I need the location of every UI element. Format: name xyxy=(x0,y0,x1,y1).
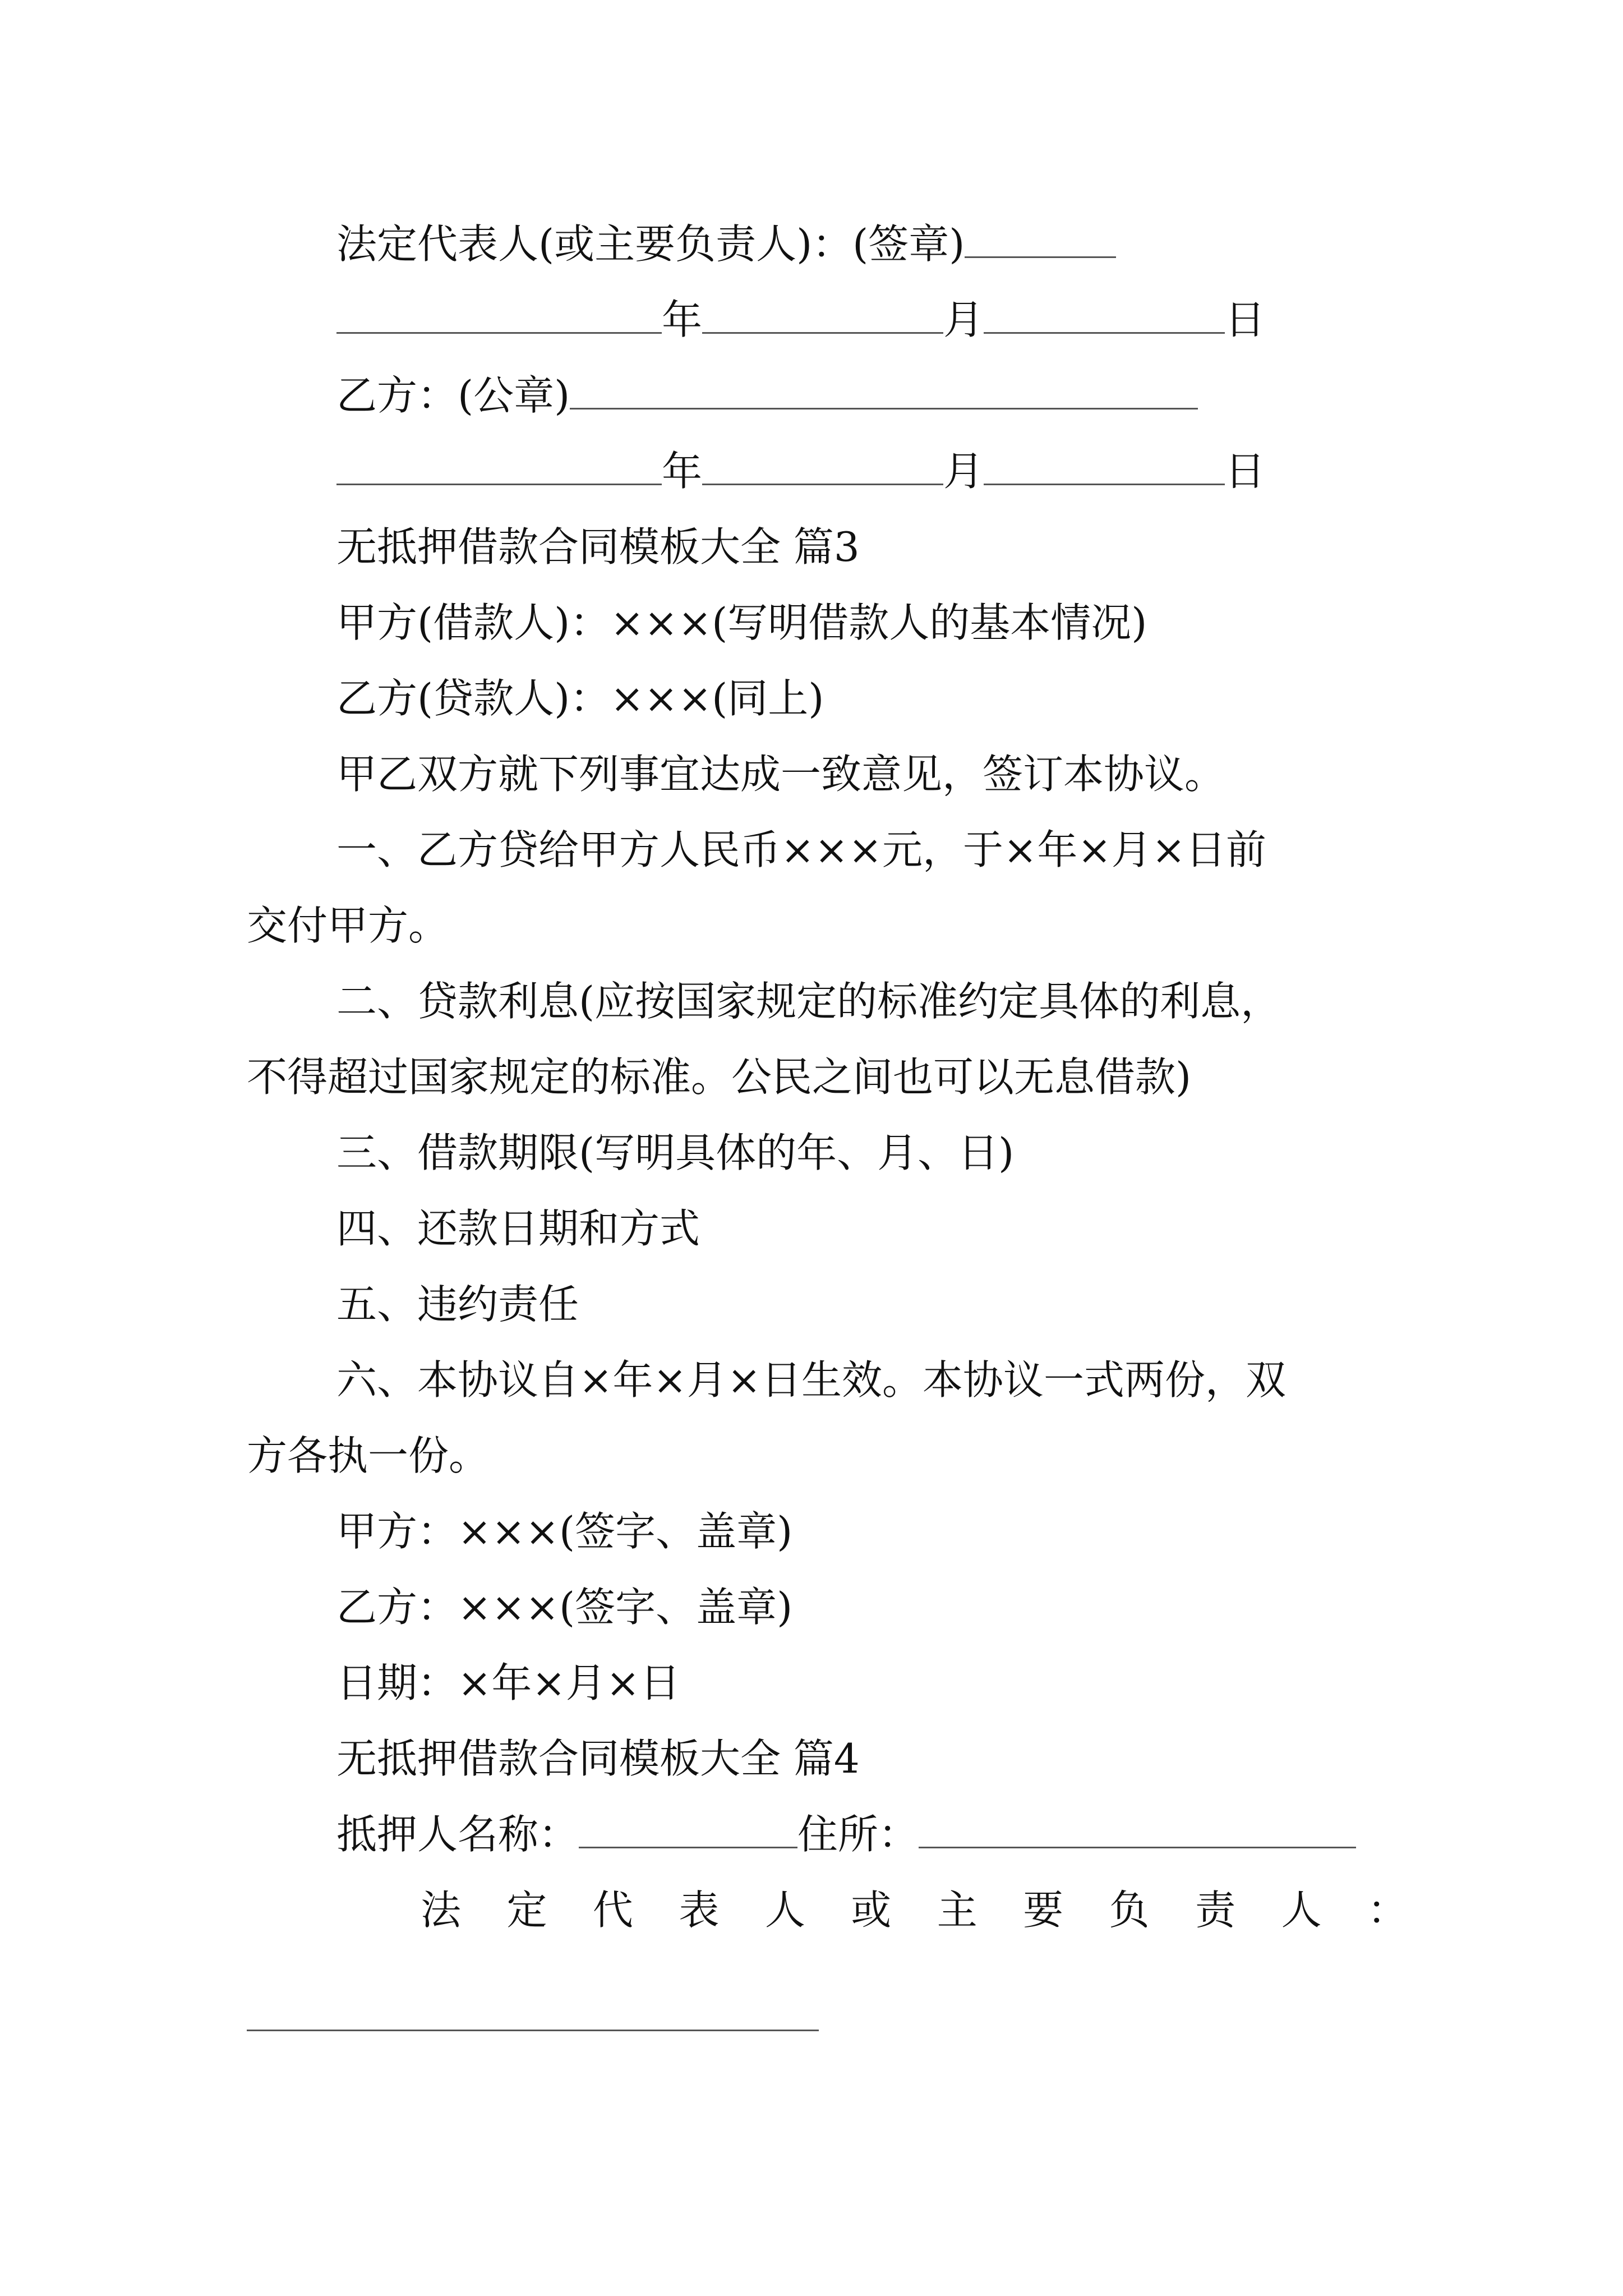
party-b-seal-label: 乙方：(公章) xyxy=(336,372,570,419)
clause-1: 一、乙方贷给甲方人民币×××元，于×年×月×日前 xyxy=(336,826,1266,873)
party-b-info: 乙方(贷款人)：×××(同上) xyxy=(336,675,824,722)
char: 表 xyxy=(679,1887,720,1934)
month-label: 月 xyxy=(943,296,984,343)
party-b-signature: 乙方：×××(签字、盖章) xyxy=(336,1584,793,1631)
mortgagor-name-blank xyxy=(579,1811,797,1848)
date-line-2 xyxy=(336,443,1265,499)
section-heading-3: 无抵押借款合同模板大全 篇3 xyxy=(336,523,860,570)
day-blank xyxy=(984,448,1225,485)
residence-blank xyxy=(919,1811,1356,1848)
day-blank xyxy=(984,296,1225,334)
char: 责 xyxy=(1195,1887,1236,1934)
day-label: 日 xyxy=(1225,448,1266,495)
legal-rep-spaced-line xyxy=(421,1882,1408,1938)
month-blank xyxy=(702,296,943,334)
party-b-seal-line xyxy=(336,367,1198,424)
day-label: 日 xyxy=(1225,296,1266,343)
legal-rep-blank xyxy=(247,2030,819,2031)
char: ： xyxy=(1367,1887,1408,1934)
month-label: 月 xyxy=(943,448,984,495)
clause-2: 二、贷款利息(应按国家规定的标准约定具体的利息， xyxy=(336,978,1281,1025)
char: 人 xyxy=(764,1887,805,1934)
agreement-intro: 甲乙双方就下列事宜达成一致意见，签订本协议。 xyxy=(336,751,1225,798)
year-label: 年 xyxy=(662,448,703,495)
char: 定 xyxy=(506,1887,547,1934)
year-blank xyxy=(336,296,662,334)
clause-1-cont: 交付甲方。 xyxy=(247,902,449,949)
residence-label: 住所： xyxy=(797,1811,919,1858)
clause-4: 四、还款日期和方式 xyxy=(336,1205,700,1252)
legal-rep-signature-line xyxy=(336,216,1116,272)
char: 负 xyxy=(1109,1887,1150,1934)
char: 人 xyxy=(1281,1887,1322,1934)
mortgagor-name-label: 抵押人名称： xyxy=(336,1811,579,1858)
clause-3: 三、借款期限(写明具体的年、月、日) xyxy=(336,1129,1015,1176)
char: 主 xyxy=(937,1887,978,1934)
year-blank xyxy=(336,448,662,485)
mortgagor-line xyxy=(336,1806,1356,1862)
clause-6: 六、本协议自×年×月×日生效。本协议一式两份，双 xyxy=(336,1356,1286,1404)
seal-blank xyxy=(570,372,1198,409)
char: 或 xyxy=(851,1887,892,1934)
section-heading-4: 无抵押借款合同模板大全 篇4 xyxy=(336,1735,860,1782)
month-blank xyxy=(702,448,943,485)
legal-rep-label: 法定代表人(或主要负责人)：(签章) xyxy=(336,220,965,268)
clause-6-cont: 方各执一份。 xyxy=(247,1432,490,1479)
date-line-1 xyxy=(336,292,1265,348)
agreement-date: 日期：×年×月×日 xyxy=(336,1659,680,1706)
party-a-info: 甲方(借款人)：×××(写明借款人的基本情况) xyxy=(336,599,1147,646)
char: 法 xyxy=(421,1887,462,1934)
clause-2-cont: 不得超过国家规定的标准。公民之间也可以无息借款) xyxy=(247,1053,1192,1101)
char: 代 xyxy=(592,1887,633,1934)
signature-blank xyxy=(965,220,1116,258)
year-label: 年 xyxy=(662,296,703,343)
char: 要 xyxy=(1023,1887,1064,1934)
party-a-signature: 甲方：×××(签字、盖章) xyxy=(336,1508,793,1555)
clause-5: 五、违约责任 xyxy=(336,1281,579,1328)
